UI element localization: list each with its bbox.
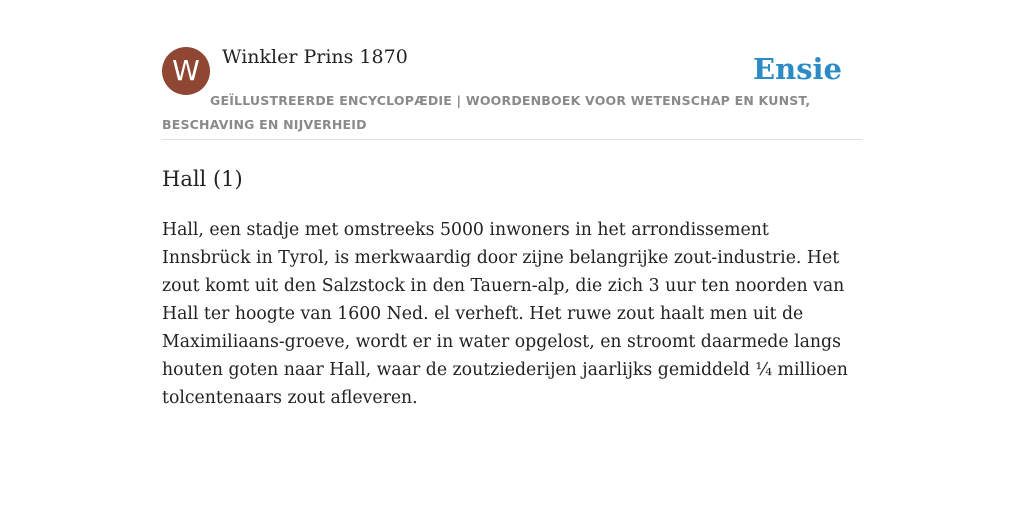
article-title: Hall (1) bbox=[162, 167, 243, 191]
source-title[interactable]: Winkler Prins 1870 bbox=[222, 46, 408, 68]
page bbox=[162, 0, 862, 512]
source-subtitle: GEÏLLUSTREERDE ENCYCLOPÆDIE | WOORDENBOEK VOOR WETENSCHAP EN KUNST, BESCHAVING EN NIJVERHEID bbox=[162, 93, 811, 132]
source-avatar[interactable]: W bbox=[162, 47, 210, 95]
article-body: Hall, een stadje met omstreeks 5000 inwoners in het arrondissement Innsbrück in Tyrol, is merkwaardig door zijne belangrijke zout-industrie. Het zout komt uit den Salzstock in den Tauern-alp, die zich 3 uur ten noorden van Hall ter hoogte van 1600 Ned. el verheft. Het ruwe zout haalt men uit de Maximiliaans-groeve, wordt er in water opgelost, en stroomt daarmede langs houten goten naar Hall, waar de zoutziederijen jaarlijks gemiddeld ¼ millioen tolcentenaars zout afleveren. bbox=[162, 220, 848, 408]
brand-logo[interactable]: Ensie bbox=[753, 52, 842, 86]
header bbox=[162, 0, 862, 140]
